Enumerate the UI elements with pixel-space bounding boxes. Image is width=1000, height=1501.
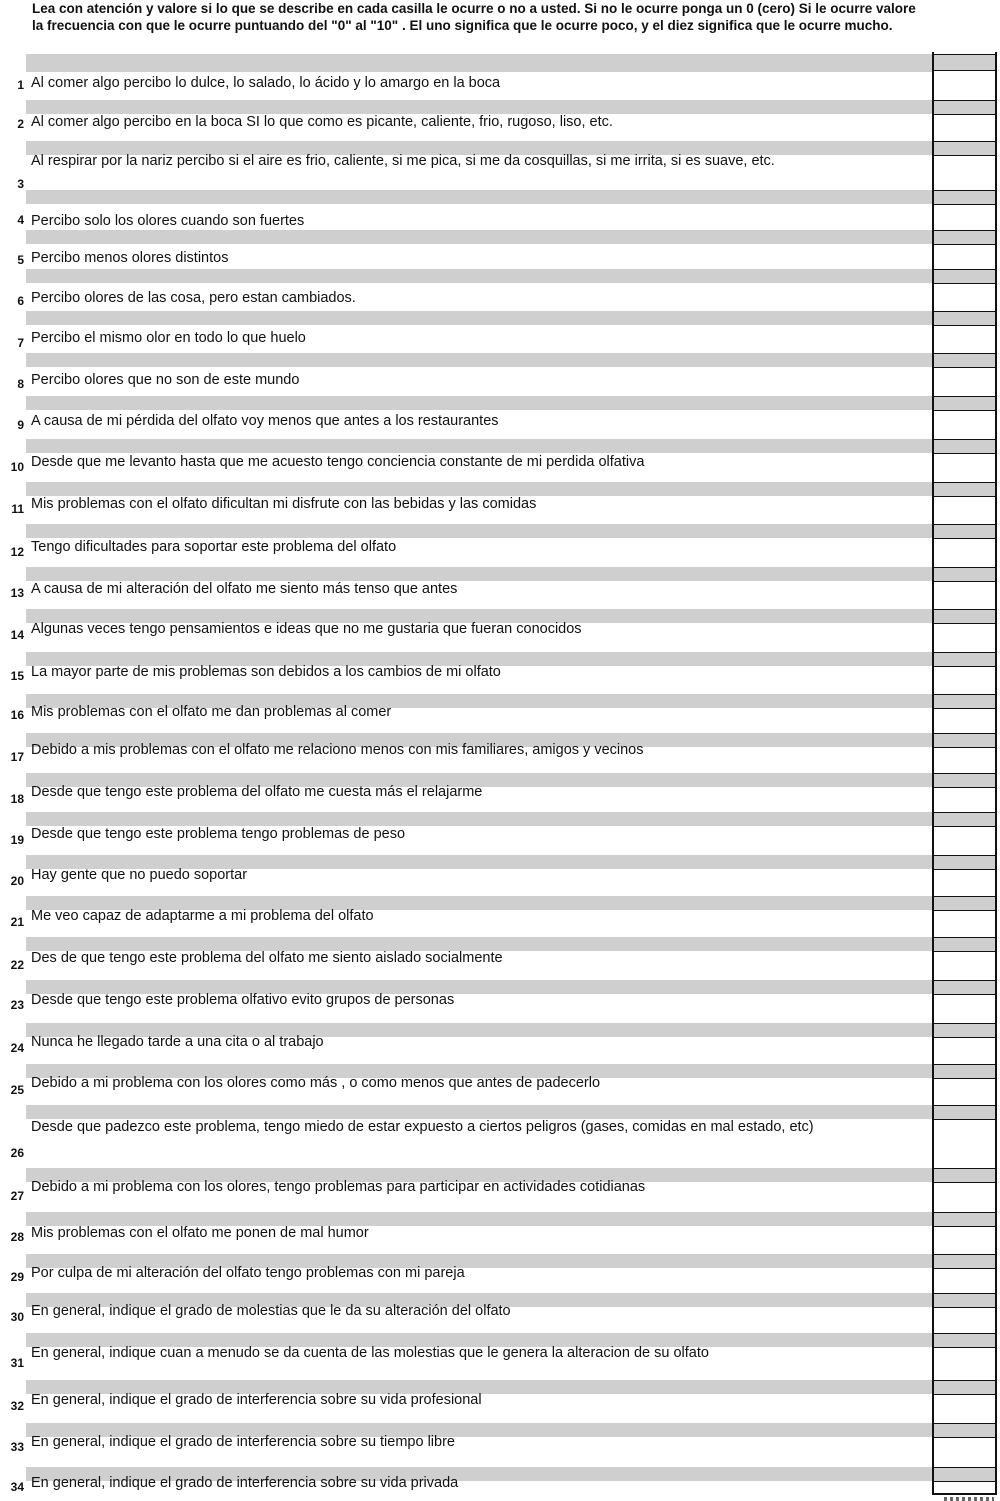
question-number: 31 [10, 1356, 24, 1370]
question-text: En general, indique el grado de interferencia sobre su vida profesional [31, 1392, 482, 1408]
row-separator [26, 100, 932, 114]
instructions-text: Lea con atención y valore si lo que se describe en cada casilla le ocurre o no a usted. Si no le ocurre ponga un 0 (cero) Si le ocurre valore la frecuencia con que le ocurre puntuando del "0" al "10" . El uno significa que le ocurre poco, y el diez significa que le ocurre mucho. [32, 1, 916, 33]
question-number: 29 [10, 1270, 24, 1284]
question-number: 18 [10, 792, 24, 806]
answer-column [932, 52, 997, 1495]
question-number: 24 [10, 1041, 24, 1055]
question-text: En general, indique cuan a menudo se da cuenta de las molestias que le genera la alteracion de su olfato [31, 1345, 709, 1361]
question-text: Me veo capaz de adaptarme a mi problema del olfato [31, 908, 374, 924]
question-number: 14 [10, 628, 24, 642]
row-separator [26, 396, 932, 410]
question-text: Debido a mi problema con los olores, tengo problemas para participar en actividades cotidianas [31, 1179, 646, 1195]
question-number: 28 [10, 1230, 24, 1244]
question-text: Al comer algo percibo en la boca SI lo que como es picante, caliente, frio, rugoso, liso, etc. [31, 114, 613, 130]
question-text: Tengo dificultades para soportar este problema del olfato [31, 539, 397, 555]
row-separator [26, 1105, 932, 1119]
row-separator [26, 812, 932, 826]
question-text: Percibo menos olores distintos [31, 250, 229, 266]
question-text: Debido a mis problemas con el olfato me relaciono menos con mis familiares, amigos y vecinos [31, 742, 644, 758]
question-number: 6 [17, 294, 24, 308]
question-text: Debido a mi problema con los olores como más , o como menos que antes de padecerlo [31, 1075, 601, 1091]
question-number: 34 [10, 1480, 24, 1494]
question-number: 20 [10, 874, 24, 888]
row-separator [26, 524, 932, 538]
question-text: La mayor parte de mis problemas son debidos a los cambios de mi olfato [31, 664, 501, 680]
question-text: Algunas veces tengo pensamientos e ideas que no me gustaria que fueran conocidos [31, 621, 582, 637]
question-text: En general, indique el grado de molestias que le da su alteración del olfato [31, 1303, 511, 1319]
question-text: Percibo olores que no son de este mundo [31, 372, 300, 388]
row-separator [26, 567, 932, 581]
row-separator [26, 269, 932, 283]
question-number: 3 [17, 177, 24, 191]
question-number: 11 [11, 502, 24, 516]
row-separator [26, 190, 932, 204]
question-number: 12 [10, 545, 24, 559]
question-text: Mis problemas con el olfato dificultan mi disfrute con las bebidas y las comidas [31, 496, 537, 512]
question-number: 16 [10, 708, 24, 722]
question-text: Mis problemas con el olfato me dan problemas al comer [31, 704, 392, 720]
question-text: Desde que tengo este problema olfativo evito grupos de personas [31, 992, 455, 1008]
row-separator [26, 482, 932, 496]
footer-mark [944, 1497, 994, 1501]
question-number: 21 [10, 915, 24, 929]
question-number: 17 [10, 750, 24, 764]
question-number: 8 [17, 377, 24, 391]
question-number: 30 [10, 1310, 24, 1324]
question-text: En general, indique el grado de interferencia sobre su tiempo libre [31, 1434, 455, 1450]
question-text: Por culpa de mi alteración del olfato tengo problemas con mi pareja [31, 1265, 465, 1281]
row-separator [26, 353, 932, 367]
question-text: Hay gente que no puedo soportar [31, 867, 248, 883]
row-separator [26, 311, 932, 325]
question-text: Al comer algo percibo lo dulce, lo salado, lo ácido y lo amargo en la boca [31, 75, 501, 91]
question-number: 4 [17, 213, 24, 227]
question-text: Des de que tengo este problema del olfato me siento aislado socialmente [31, 950, 503, 966]
question-number: 9 [17, 418, 24, 432]
row-separator [26, 54, 932, 72]
question-text: Desde que padezco este problema, tengo miedo de estar expuesto a ciertos peligros (gases, comidas en mal estado, etc) [31, 1119, 814, 1135]
question-number: 1 [17, 78, 24, 92]
question-number: 5 [17, 253, 24, 267]
question-text: Nunca he llegado tarde a una cita o al trabajo [31, 1034, 324, 1050]
question-number: 32 [10, 1399, 24, 1413]
row-separator [26, 230, 932, 244]
question-number: 22 [10, 958, 24, 972]
question-number: 23 [10, 998, 24, 1012]
question-number: 15 [10, 669, 24, 683]
question-number: 13 [10, 586, 24, 600]
row-separator [26, 439, 932, 453]
question-text: A causa de mi alteración del olfato me siento más tenso que antes [31, 581, 458, 597]
question-number: 25 [10, 1083, 24, 1097]
question-text: Desde que tengo este problema del olfato me cuesta más el relajarme [31, 784, 483, 800]
question-text: Desde que tengo este problema tengo problemas de peso [31, 826, 406, 842]
question-text: Percibo olores de las cosa, pero estan cambiados. [31, 290, 356, 306]
question-text: Percibo solo los olores cuando son fuertes [31, 213, 305, 229]
question-number: 7 [17, 336, 24, 350]
question-number: 2 [17, 117, 24, 131]
question-text: A causa de mi pérdida del olfato voy menos que antes a los restaurantes [31, 413, 499, 429]
question-number: 10 [10, 460, 24, 474]
question-number: 26 [10, 1146, 24, 1160]
question-number: 27 [10, 1189, 24, 1203]
question-text: Percibo el mismo olor en todo lo que huelo [31, 330, 306, 346]
question-text: En general, indique el grado de interferencia sobre su vida privada [31, 1475, 459, 1491]
question-text: Desde que me levanto hasta que me acuesto tengo conciencia constante de mi perdida olfativa [31, 454, 645, 470]
question-number: 19 [10, 833, 24, 847]
question-text: Mis problemas con el olfato me ponen de mal humor [31, 1225, 369, 1241]
question-number: 33 [10, 1440, 24, 1454]
question-text: Al respirar por la nariz percibo si el aire es frio, caliente, si me pica, si me da cosquillas, si me irrita, si es suave, etc. [31, 153, 775, 169]
